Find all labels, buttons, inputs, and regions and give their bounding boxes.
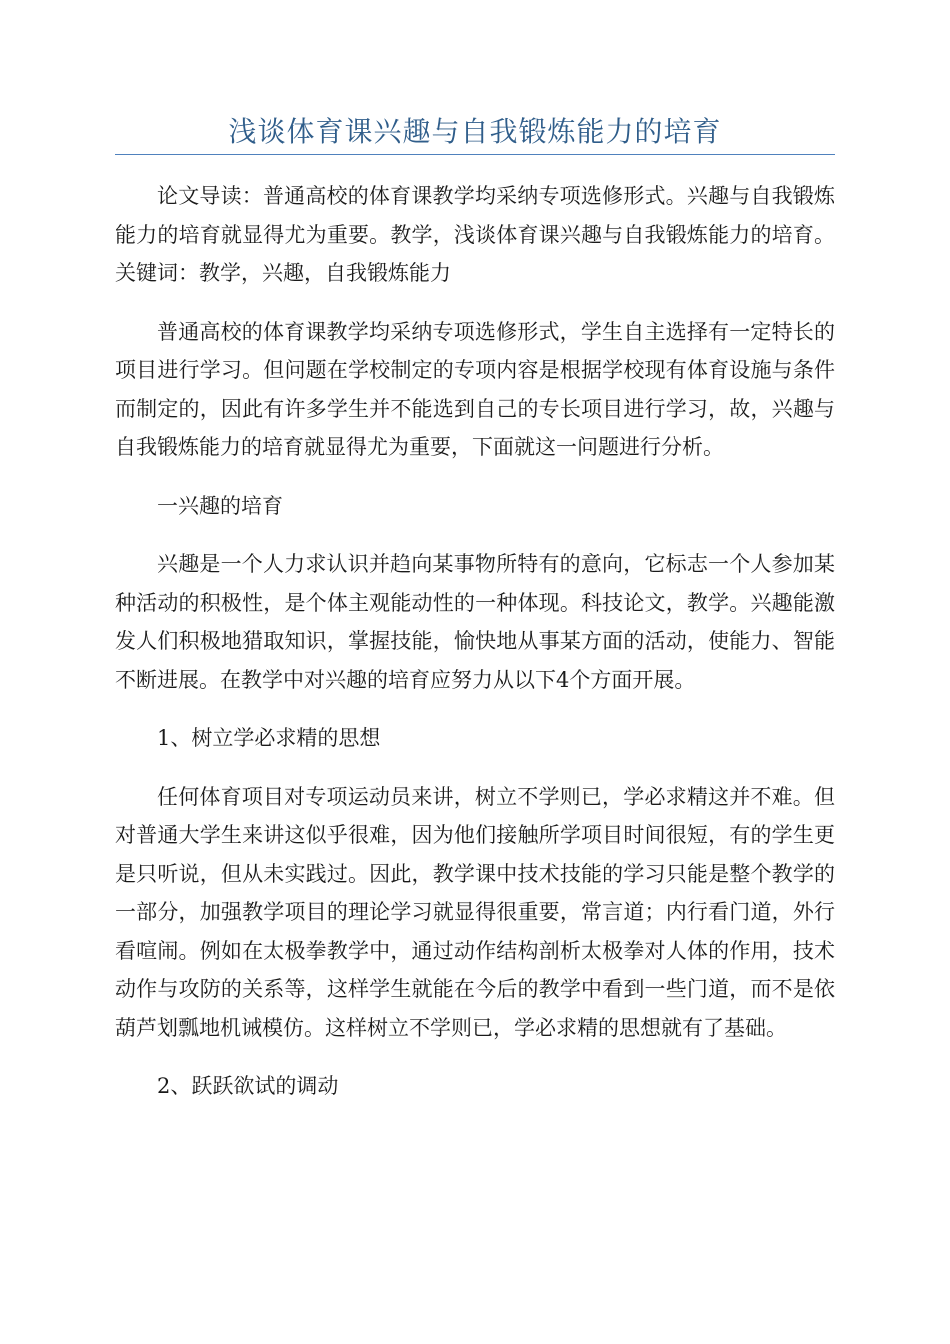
title-underline xyxy=(115,154,835,155)
abstract-paragraph: 论文导读：普通高校的体育课教学均采纳专项选修形式。兴趣与自我锻炼能力的培育就显得尤为重要。教学，浅谈体育课兴趣与自我锻炼能力的培育。关键词：教学，兴趣，自我锻炼能力 xyxy=(115,184,835,285)
document-title: 浅谈体育课兴趣与自我锻炼能力的培育 xyxy=(228,115,722,148)
body-paragraph: 兴趣是一个人力求认识并趋向某事物所特有的意向，它标志一个人参加某种活动的积极性，是个体主观能动性的一种体现。科技论文，教学。兴趣能激发人们积极地猎取知识，掌握技能，愉快地从事某方面的活动，使能力、智能不断进展。在教学中对兴趣的培育应努力从以下4个方面开展。 xyxy=(115,552,835,692)
document-body xyxy=(115,177,835,1126)
subsection-heading: 2、跃跃欲试的调动 xyxy=(157,1074,339,1098)
intro-paragraph: 普通高校的体育课教学均采纳专项选修形式，学生自主选择有一定特长的项目进行学习。但问题在学校制定的专项内容是根据学校现有体育设施与条件而制定的，因此有许多学生并不能选到自己的专长项目进行学习，故，兴趣与自我锻炼能力的培育就显得尤为重要，下面就这一问题进行分析。 xyxy=(115,319,835,459)
body-paragraph: 任何体育项目对专项运动员来讲，树立不学则已，学必求精这并不难。但对普通大学生来讲这似乎很难，因为他们接触所学项目时间很短，有的学生更是只听说，但从未实践过。因此，教学课中技术技能的学习只能是整个教学的一部分，加强教学项目的理论学习就显得很重要，常言道；内行看门道，外行看喧闹。例如在太极拳教学中，通过动作结构剖析太极拳对人体的作用，技术动作与攻防的关系等，这样学生就能在今后的教学中看到一些门道，而不是依葫芦划瓢地机诫模仿。这样树立不学则已，学必求精的思想就有了基础。 xyxy=(115,784,835,1040)
subsection-heading: 1、树立学必求精的思想 xyxy=(157,726,381,750)
section-heading: 一兴趣的培育 xyxy=(157,493,283,518)
